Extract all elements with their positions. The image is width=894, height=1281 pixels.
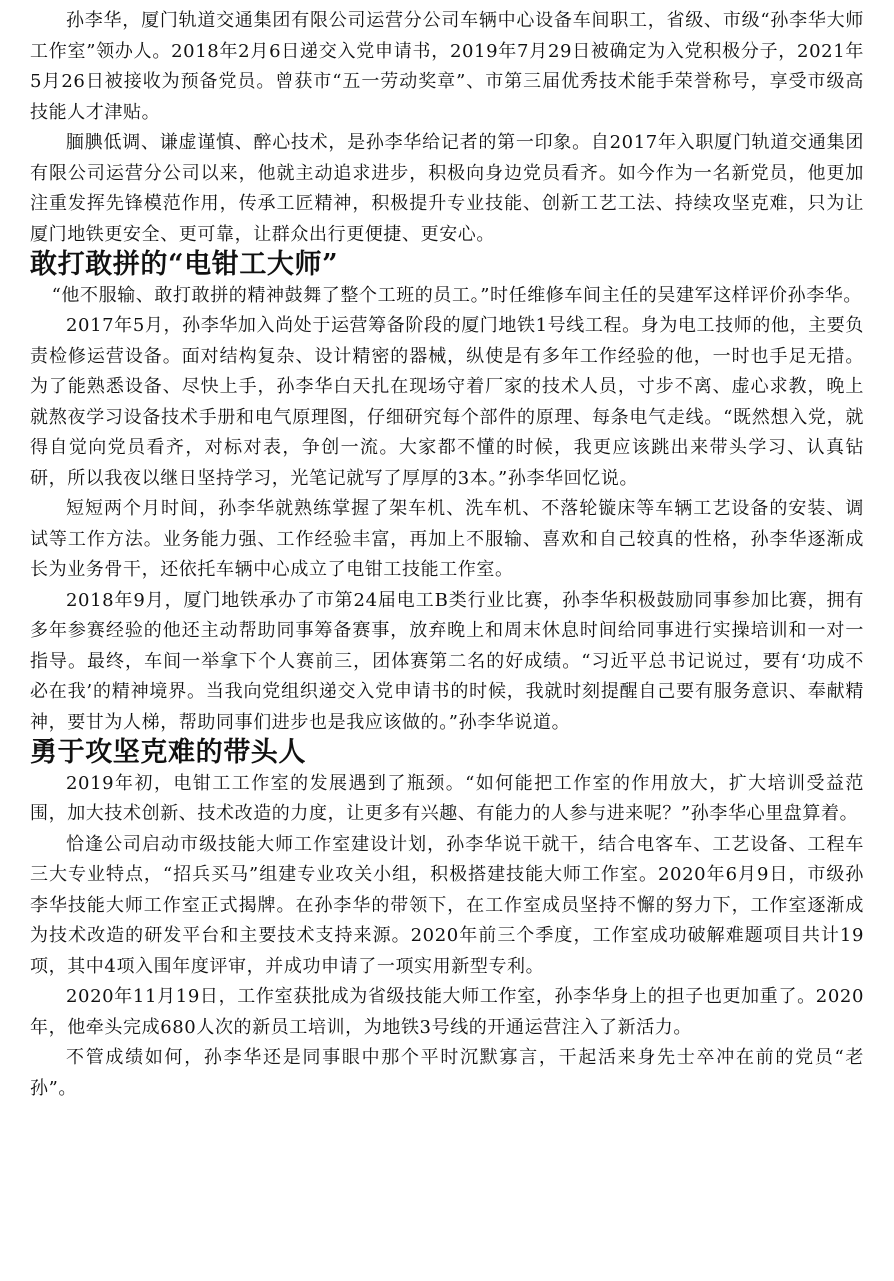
paragraph-provincial-studio: 2020年11月19日，工作室获批成为省级技能大师工作室，孙李华身上的担子也更加重了。2020年，他牵头完成680人次的新员工培训，为地铁3号线的开通运营注入了新活力。 xyxy=(30,986,864,1038)
paragraph-quote-wu: “他不服输、敢打敢拼的精神鼓舞了整个工班的员工。”时任维修车间主任的吴建军这样评价孙李华。 xyxy=(51,284,862,306)
paragraph-2019-bottleneck: 2019年初，电钳工工作室的发展遇到了瓶颈。“如何能把工作室的作用放大，扩大培训受益范围，加大技术创新、技术改造的力度，让更多有兴趣、有能力的人参与进来呢？”孙李华心里盘算着。 xyxy=(30,772,864,824)
paragraph-first-impression: 腼腆低调、谦虚谨慎、醉心技术，是孙李华给记者的第一印象。自2017年入职厦门轨道交通集团有限公司运营分公司以来，他就主动追求进步，积极向身边党员看齐。如今作为一名新党员，他更加注重发挥先锋模范作用，传承工匠精神，积极提升专业技能、创新工艺工法、持续攻坚克难，只为让厦门地铁更安全、更可靠，让群众出行更便捷、更安心。 xyxy=(30,132,864,245)
paragraph-intro: 孙李华，厦门轨道交通集团有限公司运营分公司车辆中心设备车间职工，省级、市级“孙李华大师工作室”领办人。2018年2月6日递交入党申请书，2019年7月29日被确定为入党积极分子，2021年5月26日被接收为预备党员。曾获市“五一劳动奖章”、市第三届优秀技术能手荣誉称号，享受市级高技能人才津贴。 xyxy=(30,10,864,123)
paragraph-2018-competition: 2018年9月，厦门地铁承办了市第24届电工B类行业比赛，孙李华积极鼓励同事参加比赛，拥有多年参赛经验的他还主动帮助同事筹备赛事，放弃晚上和周末休息时间给同事进行实操培训和一对一指导。最终，车间一举拿下个人赛前三，团体赛第二名的好成绩。“习近平总书记说过，要有‘功成不必在我’的精神境界。当我向党组织递交入党申请书的时候，我就时刻提醒自己要有服务意识、奉献精神，要甘为人梯，帮助同事们进步也是我应该做的。”孙李华说道。 xyxy=(30,589,864,733)
paragraph-closing: 不管成绩如何，孙李华还是同事眼中那个平时沉默寡言，干起活来身先士卒冲在前的党员“老孙”。 xyxy=(30,1047,864,1099)
section-heading-leader: 勇于攻坚克难的带头人 xyxy=(30,737,306,768)
section-heading-electrician-master: 敢打敢拼的“电钳工大师” xyxy=(30,249,339,280)
paragraph-two-months: 短短两个月时间，孙李华就熟练掌握了架车机、洗车机、不落轮镟床等车辆工艺设备的安装、调试等工作方法。业务能力强、工作经验丰富，再加上不服输、喜欢和自己较真的性格，孙李华逐渐成长为业务骨干，还依托车辆中心成立了电钳工技能工作室。 xyxy=(30,498,864,580)
paragraph-2017-line1: 2017年5月，孙李华加入尚处于运营筹备阶段的厦门地铁1号线工程。身为电工技师的他，主要负责检修运营设备。面对结构复杂、设计精密的器械，纵使是有多年工作经验的他，一时也手足无措。为了能熟悉设备、尽快上手，孙李华白天扎在现场守着厂家的技术人员，寸步不离、虚心求教，晚上就熬夜学习设备技术手册和电气原理图，仔细研究每个部件的原理、每条电气走线。“既然想入党，就得自觉向党员看齐，对标对表，争创一流。大家都不懂的时候，我更应该跳出来带头学习、认真钻研，所以我夜以继日坚持学习，光笔记就写了厚厚的3本。”孙李华回忆说。 xyxy=(30,315,864,489)
paragraph-master-studio: 恰逢公司启动市级技能大师工作室建设计划，孙李华说干就干，结合电客车、工艺设备、工程车三大专业特点，“招兵买马”组建专业攻关小组，积极搭建技能大师工作室。2020年6月9日，市级孙李华技能大师工作室正式揭牌。在孙李华的带领下，在工作室成员坚持不懈的努力下，工作室逐渐成为技术改造的研发平台和主要技术支持来源。2020年前三个季度，工作室成功破解难题项目共计19项，其中4项入围年度评审，并成功申请了一项实用新型专利。 xyxy=(30,833,865,977)
